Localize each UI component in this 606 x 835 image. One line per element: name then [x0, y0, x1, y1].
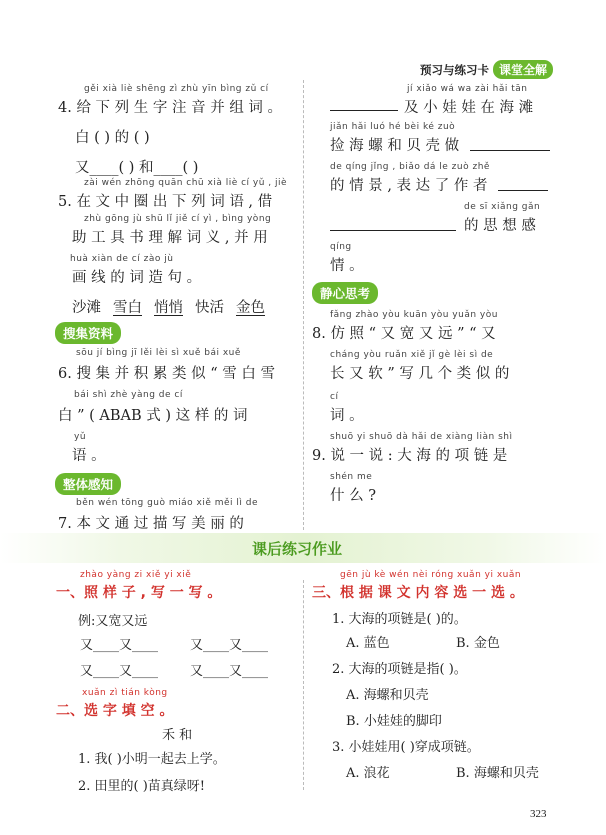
sec2-title: 二、选 字 填 空 。 — [56, 703, 174, 719]
q6-line3: 语 。 — [72, 448, 106, 464]
q7-line1: 7. 本 文 通 过 描 写 美 丽 的 — [58, 516, 244, 532]
q8-pinyin2: cháng yòu ruǎn xiě jǐ gè lèi sì de — [330, 350, 494, 360]
q5-line3: 画 线 的 词 造 句 。 — [72, 270, 202, 286]
right-line3: 的 情 景 , 表 达 了 作 者 — [330, 178, 488, 194]
q5-word-2: 雪白 — [113, 300, 142, 316]
answer-blank-2[interactable] — [470, 150, 550, 151]
q5-word-4: 快活 — [195, 300, 224, 316]
sec3-q2: 2. 大海的项链是指( )。 — [332, 662, 467, 677]
q8-line3: 词 。 — [330, 408, 364, 424]
header-tag: 课堂全解 — [493, 60, 553, 79]
page-number: 323 — [530, 808, 547, 820]
badge-feel: 整体感知 — [55, 473, 121, 495]
right-line5: 情 。 — [330, 258, 364, 274]
q6-line2: 白 ” ( ABAB 式 ) 这 样 的 词 — [58, 408, 248, 424]
after-class-title: 课后练习作业 — [252, 540, 343, 558]
q8-pinyin3: cí — [330, 392, 339, 402]
q6-pinyin1: sōu jí bìng jī lěi lèi sì xuě bái xuě — [76, 348, 241, 358]
sec3-q1-opt-b[interactable]: B. 金色 — [456, 636, 500, 651]
right-pinyin4: de sī xiǎng gǎn — [464, 202, 541, 212]
sec3-q1-opt-a[interactable]: A. 蓝色 — [346, 636, 390, 651]
q5-line2: 助 工 具 书 理 解 词 义 , 并 用 — [72, 230, 268, 246]
q5-word-1: 沙滩 — [72, 300, 101, 316]
sec1-example: 例:又宽又远 — [78, 614, 148, 629]
sec2-q1: 1. 我( )小明一起去上学。 — [78, 752, 226, 767]
sec3-title: 三、根 据 课 文 内 容 选 一 选 。 — [312, 585, 524, 601]
right-pinyin2: jiǎn hǎi luó hé bèi ké zuò — [330, 122, 456, 132]
badge-think: 静心思考 — [312, 282, 378, 304]
answer-blank-3[interactable] — [498, 190, 548, 191]
q5-word-3: 悄悄 — [154, 300, 183, 316]
sec1-pinyin: zhào yàng zi xiě yi xiě — [80, 570, 192, 580]
q5-pinyin1: zài wén zhōng quān chū xià liè cí yǔ , jiè — [84, 178, 288, 188]
column-divider-top — [303, 80, 304, 530]
sec3-pinyin: gēn jù kè wén nèi róng xuǎn yi xuǎn — [340, 570, 522, 580]
q4-text: 4. 给 下 列 生 字 注 音 并 组 词 。 — [58, 100, 283, 116]
q8-pinyin1: fǎng zhào yòu kuān yòu yuǎn yòu — [330, 310, 498, 320]
q6-pinyin3: yǔ — [74, 432, 87, 442]
q9-pinyin1: shuō yi shuō dà hǎi de xiàng liàn shì — [330, 432, 513, 442]
sec3-q3: 3. 小娃娃用( )穿成项链。 — [332, 740, 480, 755]
sec2-chars: 禾 和 — [162, 728, 193, 743]
sec1-row-2: 又____又____ — [190, 638, 269, 653]
sec1-row-4: 又____又____ — [190, 664, 269, 679]
right-pinyin1: jí xiǎo wá wa zài hǎi tān — [407, 84, 528, 94]
q5-pinyin2: zhù gōng jù shū lǐ jiě cí yì , bìng yòng — [84, 214, 272, 224]
q5-line1: 5. 在 文 中 圈 出 下 列 词 语 , 借 — [58, 194, 273, 210]
sec3-q3-opt-b[interactable]: B. 海螺和贝壳 — [456, 766, 539, 781]
sec3-q1: 1. 大海的项链是( )的。 — [332, 612, 467, 627]
q8-line1: 8. 仿 照 “ 又 宽 又 远 ” “ 又 — [312, 326, 496, 342]
q4-pinyin: gěi xià liè shēng zì zhù yīn bìng zǔ cí — [84, 84, 269, 94]
q6-pinyin2: bái shì zhè yàng de cí — [74, 390, 183, 400]
q4-row2: 又____( ) 和____( ) — [75, 160, 199, 176]
q4-row1: 白 ( ) 的 ( ) — [75, 130, 150, 146]
sec2-pinyin: xuǎn zì tián kòng — [82, 688, 168, 698]
header-title: 预习与练习卡 — [420, 63, 489, 77]
sec1-row-1: 又____又____ — [80, 638, 159, 653]
column-divider-bottom — [303, 580, 304, 790]
sec1-title: 一、照 样 子 , 写 一 写 。 — [56, 585, 222, 601]
answer-blank-1[interactable] — [330, 110, 398, 111]
q5-pinyin3: huà xiàn de cí zào jù — [70, 254, 174, 264]
sec3-q2-opt-b[interactable]: B. 小娃娃的脚印 — [346, 714, 442, 729]
q7-pinyin1: běn wén tōng guò miáo xiě měi lì de — [76, 498, 259, 508]
right-line2: 捡 海 螺 和 贝 壳 做 — [330, 138, 460, 154]
q8-line2: 长 又 软 ” 写 几 个 类 似 的 — [330, 366, 510, 382]
right-pinyin5: qíng — [330, 242, 352, 252]
right-line4: 的 思 想 感 — [464, 218, 536, 234]
badge-collect: 搜集资料 — [55, 322, 121, 344]
sec2-q2: 2. 田里的( )苗真绿呀! — [78, 779, 206, 794]
q5-word-5: 金色 — [236, 300, 265, 316]
q9-pinyin2: shén me — [330, 472, 373, 482]
q6-line1: 6. 搜 集 并 积 累 类 似 “ 雪 白 雪 — [58, 366, 275, 382]
answer-blank-4[interactable] — [330, 230, 456, 231]
right-line1: 及 小 娃 娃 在 海 滩 — [404, 100, 534, 116]
q9-line1: 9. 说 一 说 : 大 海 的 项 链 是 — [312, 448, 508, 464]
sec3-q2-opt-a[interactable]: A. 海螺和贝壳 — [346, 688, 429, 703]
right-pinyin3: de qíng jǐng , biǎo dá le zuò zhě — [330, 162, 490, 172]
sec1-row-3: 又____又____ — [80, 664, 159, 679]
sec3-q3-opt-a[interactable]: A. 浪花 — [346, 766, 390, 781]
q9-line2: 什 么 ? — [330, 488, 376, 504]
